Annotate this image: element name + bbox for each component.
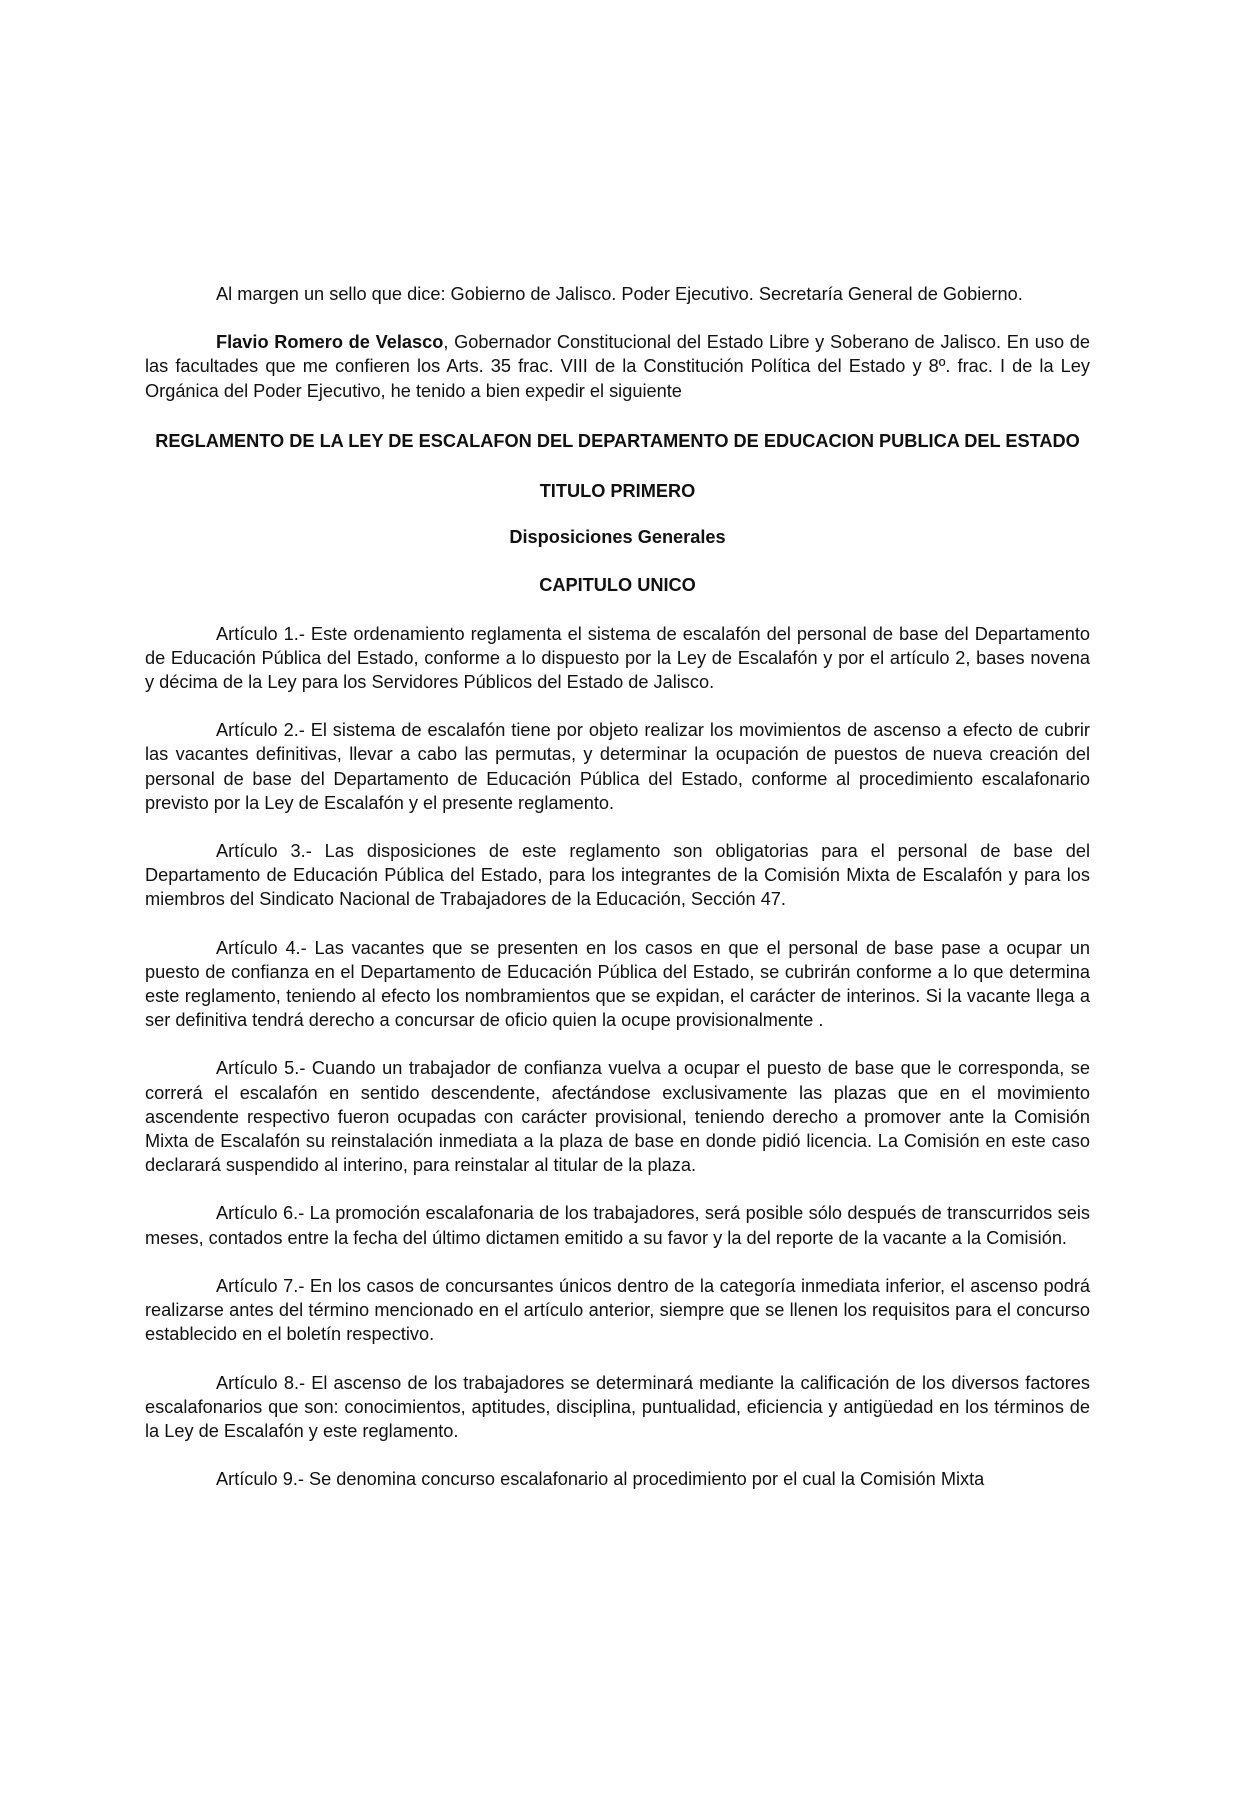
margin-note-paragraph: Al margen un sello que dice: Gobierno de Jalisco. Poder Ejecutivo. Secretaría General de Gobierno. xyxy=(216,284,1023,304)
article-9: Artículo 9.- Se denomina concurso escalafonario al procedimiento por el cual la Comisión Mixta xyxy=(216,1469,985,1490)
title-heading: TITULO PRIMERO xyxy=(539,481,696,502)
article-3: Artículo 3.- Las disposiciones de este reglamento son obligatorias para el personal de base del Departamento de Educación Pública del Estado, para los integrantes de la Comisión Mixta de Escalafón y para los miembros del Sindicato Nacional de Trabajadores de la Educación, Sección 47. xyxy=(145,841,1090,910)
document-title: REGLAMENTO DE LA LEY DE ESCALAFON DEL DEPARTAMENTO DE EDUCACION PUBLICA DEL ESTADO xyxy=(155,430,1080,451)
article-4: Artículo 4.- Las vacantes que se presenten en los casos en que el personal de base pase a ocupar un puesto de confianza en el Departamento de Educación Pública del Estado, se cubrirán conforme a lo que determina este reglamento, teniendo al efecto los nombramientos que se expidan, el carácter de interinos. Si la vacante llega a ser definitiva tendrá derecho a concursar de oficio quien la ocupe provisionalmente . xyxy=(145,937,1090,1031)
article-6: Artículo 6.- La promoción escalafonaria de los trabajadores, será posible sólo después de transcurridos seis meses, contados entre la fecha del último dictamen emitido a su favor y la del reporte de la vacante a la Comisión. xyxy=(145,1203,1090,1248)
section-heading: Disposiciones Generales xyxy=(509,527,726,548)
governor-name: Flavio Romero de Velasco xyxy=(216,332,444,353)
article-1: Artículo 1.- Este ordenamiento reglamenta el sistema de escalafón del personal de base del Departamento de Educación Pública del Estado, conforme a lo dispuesto por la Ley de Escalafón y por el artículo 2, bases novena y décima de la Ley para los Servidores Públicos del Estado de Jalisco. xyxy=(145,623,1090,693)
chapter-heading: CAPITULO UNICO xyxy=(539,575,696,596)
article-7: Artículo 7.- En los casos de concursantes únicos dentro de la categoría inmediata inferior, el ascenso podrá realizarse antes del término mencionado en el artículo anterior, siempre que se llenen los requisitos para el concurso establecido en el boletín respectivo. xyxy=(145,1275,1090,1345)
governor-text: , Gobernador Constitucional del Estado Libre y Soberano de Jalisco. En uso de las facultades que me confieren los Arts. 35 frac. VIII de la Constitución Política del Estado y 8º. frac. I de la Ley Orgánica del Poder Ejecutivo, he tenido a bien expedir el siguiente xyxy=(145,332,1090,401)
governor-paragraph xyxy=(145,330,1090,403)
article-2: Artículo 2.- El sistema de escalafón tiene por objeto realizar los movimientos de ascenso a efecto de cubrir las vacantes definitivas, llevar a cabo las permutas, y determinar la ocupación de puestos de nueva creación del personal de base del Departamento de Educación Pública del Estado, conforme al procedimiento escalafonario previsto por la Ley de Escalafón y el presente reglamento. xyxy=(145,720,1090,813)
article-8: Artículo 8.- El ascenso de los trabajadores se determinará mediante la calificación de los diversos factores escalafonarios que son: conocimientos, aptitudes, disciplina, puntualidad, eficiencia y antigüedad en los términos de la Ley de Escalafón y este reglamento. xyxy=(145,1372,1090,1441)
article-5: Artículo 5.- Cuando un trabajador de confianza vuelva a ocupar el puesto de base que le corresponda, se correrá el escalafón en sentido descendente, afectándose exclusivamente las plazas que en el movimiento ascendente respectivo fueron ocupadas con carácter provisional, teniendo derecho a promover ante la Comisión Mixta de Escalafón su reinstalación inmediata a la plaza de base en donde pidió licencia. La Comisión en este caso declarará suspendido al interino, para reinstalar al titular de la plaza. xyxy=(145,1058,1090,1176)
document-body xyxy=(145,282,1090,1515)
